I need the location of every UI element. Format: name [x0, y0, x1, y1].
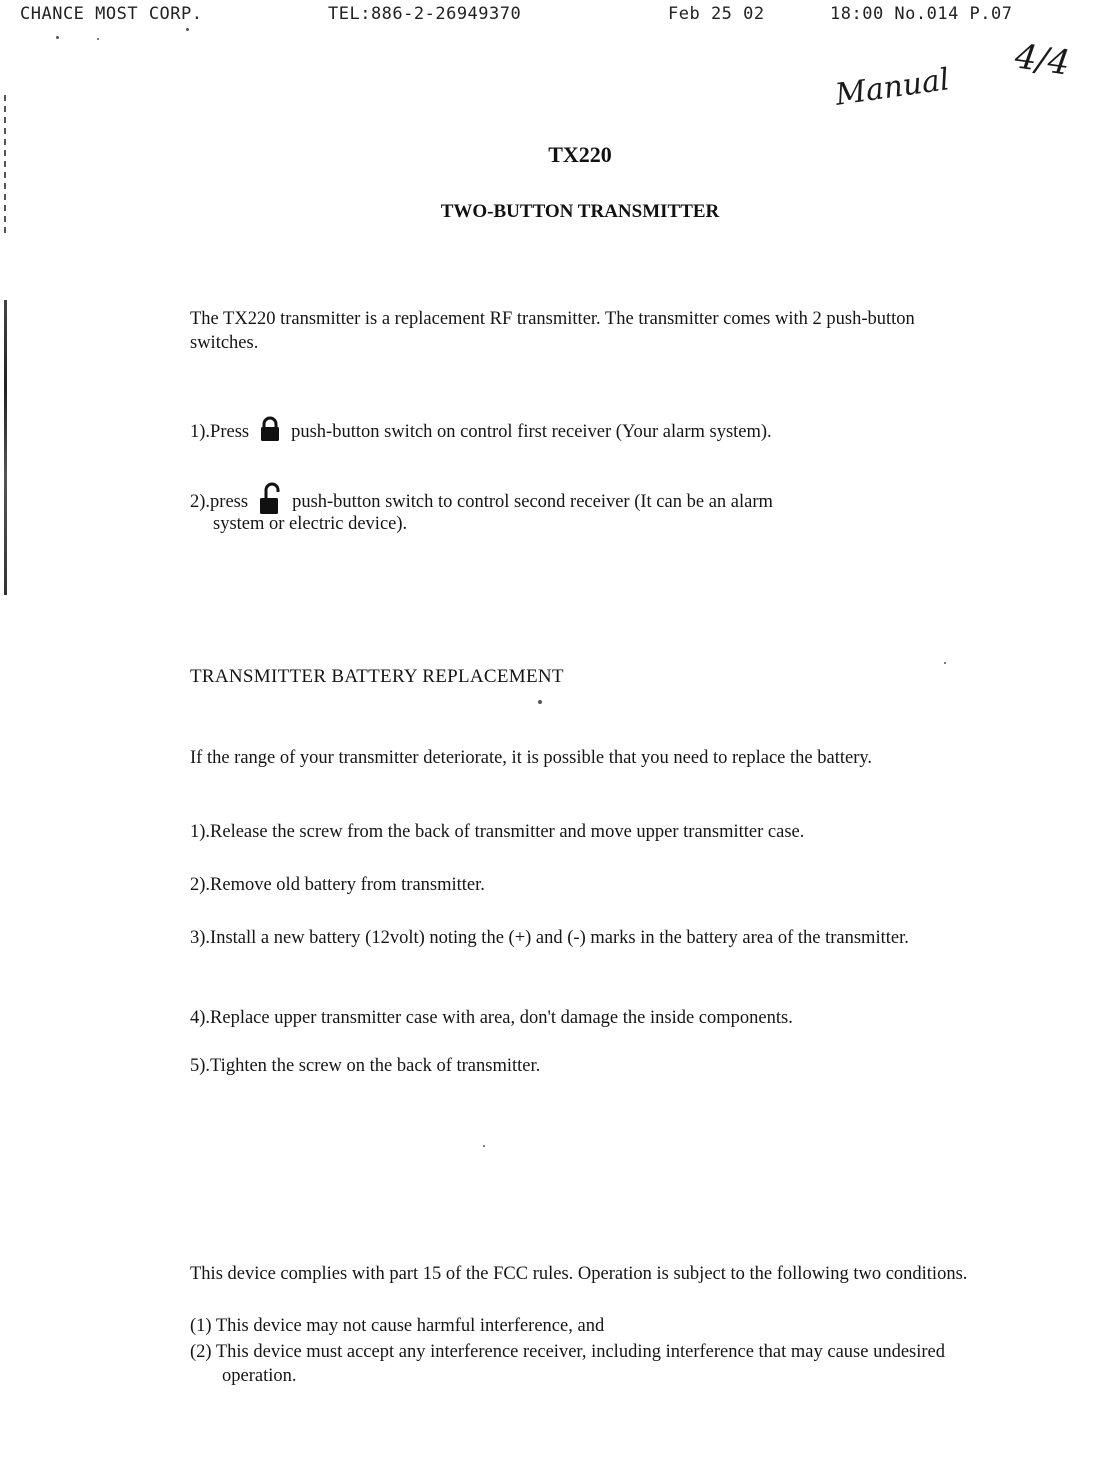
handwritten-manual-note: Manual: [833, 62, 952, 113]
scan-speck: [56, 36, 59, 39]
battery-step-4: 4).Replace upper transmitter case with area, don't damage the inside components.: [190, 1008, 793, 1028]
battery-step-5: 5).Tighten the screw on the back of transmitter.: [190, 1056, 541, 1076]
handwritten-page-fraction: 4/4: [1012, 36, 1073, 84]
fax-header-time-page: 18:00 No.014 P.07: [830, 4, 1013, 24]
scan-speck: [944, 662, 946, 664]
battery-intro-paragraph: If the range of your transmitter deteriorate, it is possible that you need to replace the battery.: [190, 748, 873, 768]
usage-step-1: [190, 416, 772, 449]
battery-step-2: 2).Remove old battery from transmitter.: [190, 875, 485, 895]
usage-step-2-continuation: system or electric device).: [213, 514, 408, 534]
scan-speck: [97, 38, 99, 40]
scan-edge-artifact: [4, 300, 7, 595]
battery-section-heading: TRANSMITTER BATTERY REPLACEMENT: [190, 666, 564, 687]
usage-step-1-prefix: 1).Press: [190, 421, 250, 442]
scan-speck: [483, 1145, 485, 1147]
page-subtitle: TWO-BUTTON TRANSMITTER: [440, 201, 720, 222]
fcc-condition-2: (2) This device must accept any interference receiver, including interference that may cause undesired operation.: [190, 1342, 946, 1386]
usage-step-1-text: push-button switch on control first receiver (Your alarm system).: [291, 421, 772, 442]
battery-step-1: 1).Release the screw from the back of transmitter and move upper transmitter case.: [190, 822, 805, 842]
fax-header-tel: TEL:886-2-26949370: [328, 4, 522, 24]
fcc-statement: This device complies with part 15 of the FCC rules. Operation is subject to the following two conditions.: [190, 1264, 968, 1284]
intro-paragraph: The TX220 transmitter is a replacement RF transmitter. The transmitter comes with 2 push-button switches.: [190, 309, 915, 353]
scan-speck: [186, 28, 189, 31]
fax-header-company: CHANCE MOST CORP.: [20, 4, 203, 24]
page-title: TX220: [548, 142, 612, 167]
fax-header-date: Feb 25 02: [668, 4, 765, 24]
battery-step-3: 3).Install a new battery (12volt) noting the (+) and (-) marks in the battery area of the transmitter.: [190, 928, 909, 948]
fcc-condition-1: (1) This device may not cause harmful interference, and: [190, 1316, 605, 1336]
locked-padlock-icon: [259, 416, 281, 449]
usage-step-2-text: push-button switch to control second receiver (It can be an alarm: [292, 491, 773, 512]
scan-speck: [538, 700, 542, 704]
usage-step-2-prefix: 2).press: [190, 491, 249, 512]
